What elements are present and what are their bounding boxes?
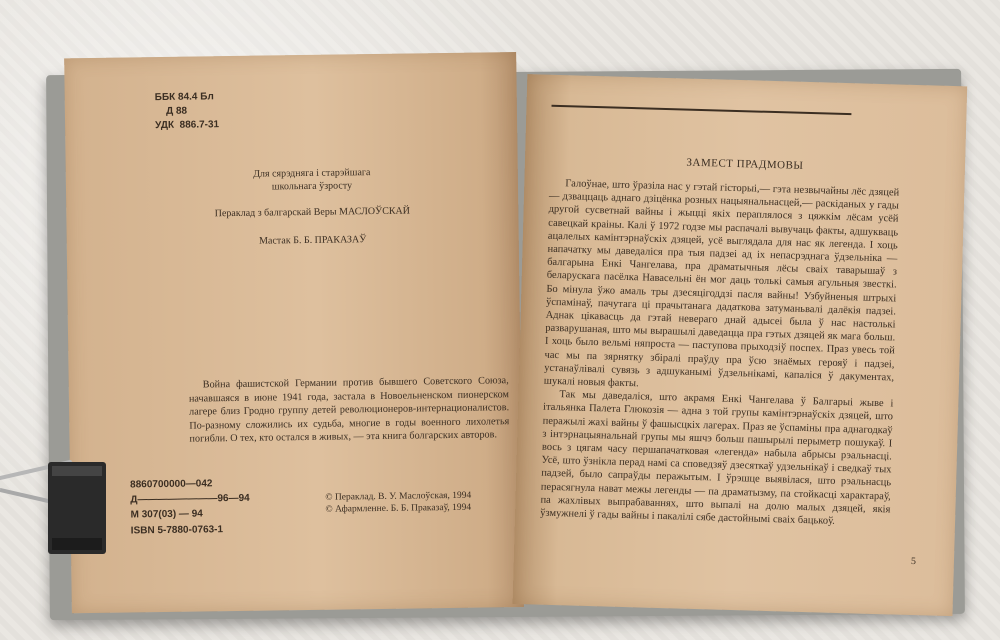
page-number: 5 bbox=[910, 556, 917, 568]
preface-text bbox=[540, 177, 899, 530]
artist-credit: Мастак Б. Б. ПРАКАЗАЎ bbox=[259, 234, 367, 247]
paragraph: Галоўнае, што ўразіла нас у гэтай гісторыі,— гэта незвычайны лёс дзяцей — дзвaццаць аднаго дзіцёнка розных нацыянальнасцей,— раскіданых у гады другой сусветнай вайны і жыцці якіх пераплялося з цяжкім лёсам усёй савецкай краіны. Калі ў 1972 годзе мы распачалі вывучаць факты, адшукваць ацалелых камінтэрнаўскіх дзяцей, усё выглядала для нас як легенда. І хоць напачатку мы даведаліся пра тыя падзеі ад іх непасрэднага ўдзельніка — балгарына Енкі Чангелава, пра драматычныя лёсы сваіх таварышаў з беларускага пасёлка Навасельні ён мог даць толькі самыя агульныя звесткі. Бо мінула ўжо амаль тры дзесяцігоддзі пасля вайны! Узбуйненыя штрыхі ўспамінаў, пачутага ці прачытанага дадаткова затуманьвалі далёкія падзеі. Аднак цікавасць да гэтай невераго днай адысеі была ў нас настолькі разварушаная, што мы вырашылі даведацца пра гэтых дзяцей як мага больш. І хоць было вельмі няпроста — паступова прыходзіў поспех. Праз увесь той час мы па зярнятку збіралі праўду пра ўсю знаёмых герояў і падзеі, устанаўлівалі сувязь з адшуканымі ўдзельнікамі, капаліся ў дакументах, шукалі новыя факты. bbox=[543, 178, 900, 390]
catalog-index bbox=[130, 476, 250, 523]
right-page bbox=[513, 74, 968, 616]
library-codes bbox=[155, 90, 220, 133]
left-page bbox=[64, 52, 524, 613]
chapter-heading: ЗАМЕСТ ПРАДМОВЫ bbox=[686, 156, 804, 172]
catalog-line: Д————————96—94 bbox=[130, 492, 250, 506]
copyright-line: © Афармленне. Б. Б. Праказаў, 1994 bbox=[325, 502, 472, 515]
catalog-line: М 307(03) — 94 bbox=[130, 508, 203, 521]
audience-line: Для сярэдняга і старэйшага bbox=[253, 167, 371, 180]
top-rule bbox=[551, 105, 851, 115]
isbn: ISBN 5-7880-0763-1 bbox=[130, 524, 224, 537]
binder-clip-icon bbox=[0, 450, 120, 560]
library-code-bbk: ББК 84.4 Бл bbox=[154, 91, 214, 104]
audience-line: школьнага ўзросту bbox=[271, 180, 353, 193]
translator-credit: Пераклад з балгарскай Веры МАСЛОЎСКАЙ bbox=[214, 205, 411, 220]
copyright-notice bbox=[325, 490, 471, 516]
book-annotation: Война фашистской Германии против бывшего Советского Союза, начавшаяся в июне 1941 года, застала в Новоельненском пионерском лагере близ Гродно группу детей революционеров-интернационалистов. По-разному сложились их судьба, многие в годы военного лихолетья погибли. О тех, кто остался в живых, — эта книга болгарских авторов. bbox=[188, 375, 510, 445]
paragraph: Так мы даведаліся, што акрамя Енкі Чангелава ў Балгарыі жыве і італьянка Палета Глюкозія — адна з той групы камінтэрнаўскіх дзяцей, што перажылі жахі вайны ў фашысцкіх лагерах. Праз яе ўспаміны пра аднагодкаў з інтэрнацыянальнай групы мы яшчэ больш пашырылі перыметр пошукаў. І вось з цягам часу першапачатковая «легенда» набыла абрысы рэальнасці. Усё, што ўзнікла перад намі са споведзяў дзесяткаў удзельнікаў і сведкаў тых падзей, было сапраўды перажытым. І ўрэшце выявілася, што рэальнасць перасягнула нават межы легенды — па драматызму, па стойкасці характараў, па жахлівых выпрабаваннях, што выпалі на долю малых дзяцей, якія ўзмужнелі ў гады вайны і пакалілі сябе дастойнымі сваіх бацькоў. bbox=[539, 389, 894, 527]
audience-note bbox=[66, 164, 518, 196]
catalog-line: 8860700000—042 bbox=[130, 478, 213, 491]
library-code-author: Д 88 bbox=[154, 105, 188, 118]
copyright-line: © Пераклад. В. У. Маслоўская, 1994 bbox=[325, 490, 472, 503]
library-code-udk: УДК 886.7-31 bbox=[155, 119, 220, 132]
